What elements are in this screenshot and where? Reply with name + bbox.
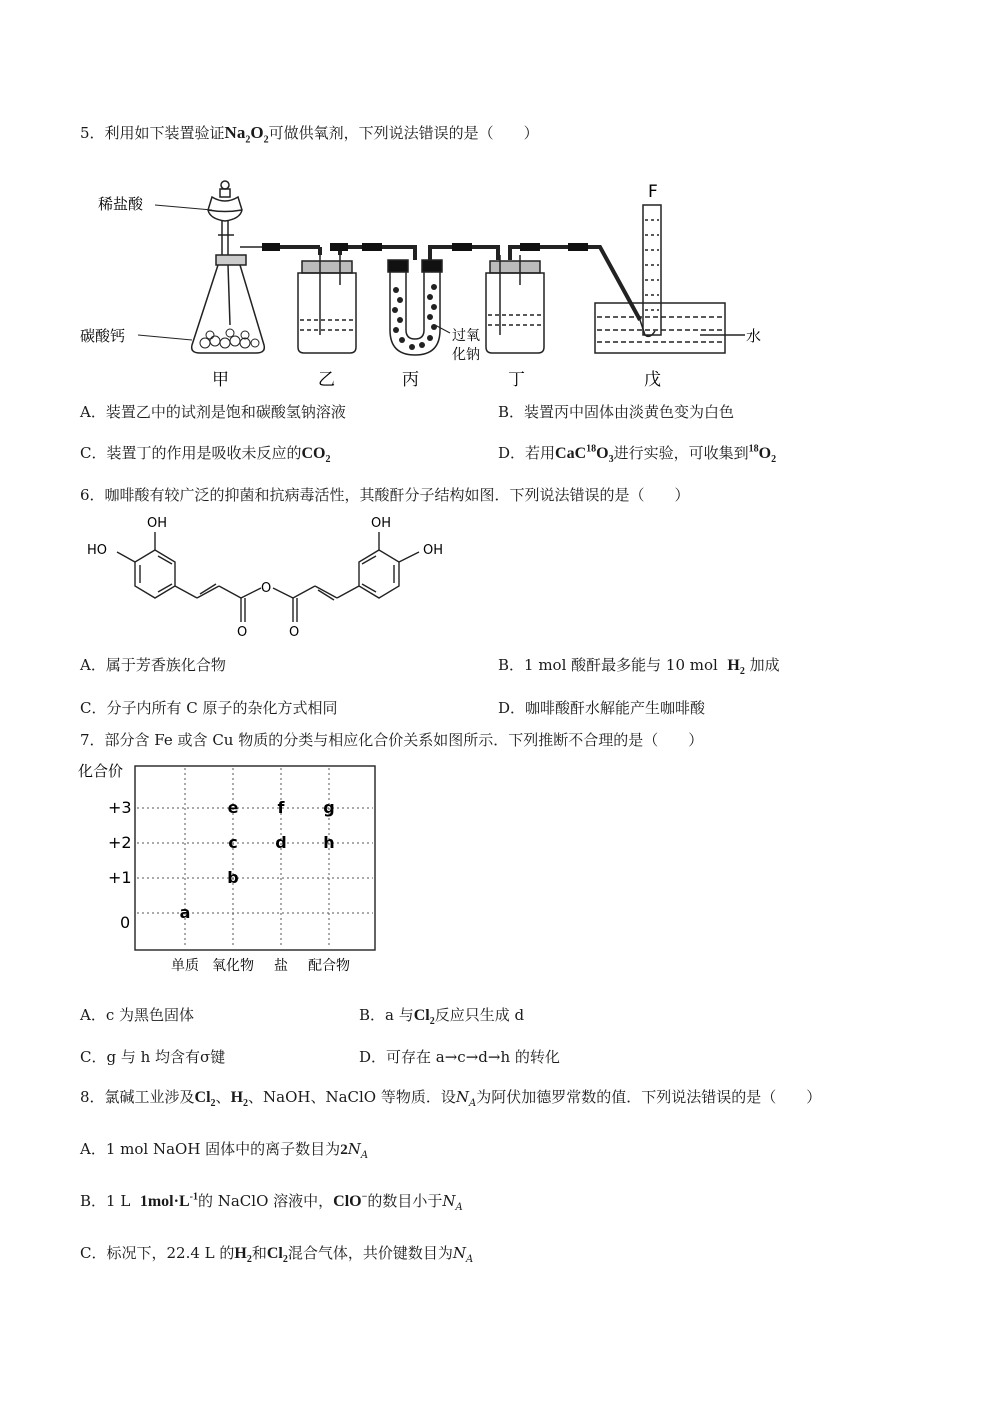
q6-option-a[interactable]: A．属于芳香族化合物 <box>80 656 226 674</box>
chart-point-c: c <box>228 833 238 852</box>
q5-option-d[interactable]: D．若用$CaC^{18}O_3$进行实验，可收集到$^{18}O_2$ <box>498 443 777 466</box>
q8-option-b[interactable]: B．1 L $1mol\cdot L^{-1}$的 NaClO 溶液中，ClO−的数目小于$N_A$ <box>80 1191 463 1213</box>
q7-option-a[interactable]: A．c 为黑色固体 <box>80 1006 195 1024</box>
valence-chart <box>78 758 398 980</box>
label-o2: O <box>289 625 300 640</box>
label-peroxide-1: 过氧 <box>452 328 480 344</box>
label-carbonate: 碳酸钙 <box>80 327 126 345</box>
x-tick-label: 配合物 <box>308 958 350 974</box>
q7-option-d[interactable]: D．可存在 a→c→d→h 的转化 <box>359 1048 560 1066</box>
q5-stem: 5．利用如下装置验证$Na_2O_2$可做供氧剂，下列说法错误的是（ ） <box>80 123 539 146</box>
q7-option-c[interactable]: C．g 与 h 均含有σ键 <box>80 1048 226 1066</box>
label-oh3: OH <box>423 543 444 558</box>
q5-option-a[interactable]: A．装置乙中的试剂是饱和碳酸氢钠溶液 <box>80 403 346 421</box>
bottle-ding <box>486 255 544 353</box>
x-tick-label: 氧化物 <box>212 958 254 974</box>
chart-point-h: h <box>323 833 335 852</box>
connecting-tubes <box>270 247 640 320</box>
apparatus-diagram <box>80 175 780 390</box>
chart-point-a: a <box>179 903 191 922</box>
label-F: F <box>648 182 658 202</box>
q8-option-a[interactable]: A．1 mol NaOH 固体中的离子数目为$2N_A$ <box>80 1140 369 1161</box>
q7-option-b[interactable]: B．a 与$Cl_2$反应只生成 d <box>359 1006 525 1028</box>
q5-option-b[interactable]: B．装置丙中固体由淡黄色变为白色 <box>498 403 735 421</box>
q6-option-b[interactable]: B．1 mol 酸酐最多能与 10 mol $H_2$ 加成 <box>498 656 780 678</box>
chart-point-e: e <box>227 798 239 817</box>
chart-point-d: d <box>275 833 287 852</box>
label-jia: 甲 <box>212 370 229 390</box>
chart-ylabel: 化合价 <box>78 762 124 780</box>
x-tick-label: 盐 <box>274 958 288 974</box>
label-yi: 乙 <box>318 370 335 390</box>
sodium-peroxide-granules <box>392 284 437 350</box>
x-tick-label: 单质 <box>171 958 199 974</box>
chart-point-f: f <box>277 798 285 817</box>
y-tick-label: +2 <box>108 833 132 852</box>
bottle-yi <box>298 255 356 353</box>
q6-option-c[interactable]: C．分子内所有 C 原子的杂化方式相同 <box>80 699 338 717</box>
chart-point-b: b <box>227 868 239 887</box>
label-o1: O <box>237 625 248 640</box>
q6-option-d[interactable]: D．咖啡酸酐水解能产生咖啡酸 <box>498 699 706 717</box>
label-oh2: OH <box>371 516 392 531</box>
q7-stem: 7．部分含 Fe 或含 Cu 物质的分类与相应化合价关系如图所示．下列推断不合理的是（ ） <box>80 731 704 749</box>
y-tick-label: +1 <box>108 868 132 887</box>
label-water: 水 <box>746 327 762 345</box>
chart-frame <box>135 766 375 950</box>
label-o-bridge: O <box>261 581 272 596</box>
anhydride-structure <box>85 510 475 642</box>
label-bing: 丙 <box>402 370 419 390</box>
funnel-flask-jia <box>192 181 270 353</box>
chart-point-g: g <box>323 798 335 817</box>
q6-stem: 6．咖啡酸有较广泛的抑菌和抗病毒活性，其酸酐分子结构如图．下列说法错误的是（ ） <box>80 486 690 504</box>
label-peroxide-2: 化钠 <box>452 347 480 363</box>
label-acid: 稀盐酸 <box>98 195 144 213</box>
q5-option-c[interactable]: C．装置丁的作用是吸收未反应的$CO_2$ <box>80 444 331 466</box>
label-wu: 戊 <box>644 370 661 390</box>
label-ho: HO <box>87 543 108 558</box>
calcium-carbonate-pile <box>200 329 259 348</box>
q8-option-c[interactable]: C．标况下，22.4 L 的$H_2$和$Cl_2$混合气体，共价键数目为$N_A$ <box>80 1244 474 1266</box>
label-oh1: OH <box>147 516 168 531</box>
label-ding: 丁 <box>508 370 525 390</box>
y-tick-label: +3 <box>108 798 132 817</box>
y-tick-label: 0 <box>120 913 131 932</box>
q8-stem: 8．氯碱工业涉及$Cl_2$、$H_2$、NaOH、NaClO 等物质．设$N_A$为阿伏加德罗常数的值．下列说法错误的是（ ） <box>80 1088 822 1110</box>
